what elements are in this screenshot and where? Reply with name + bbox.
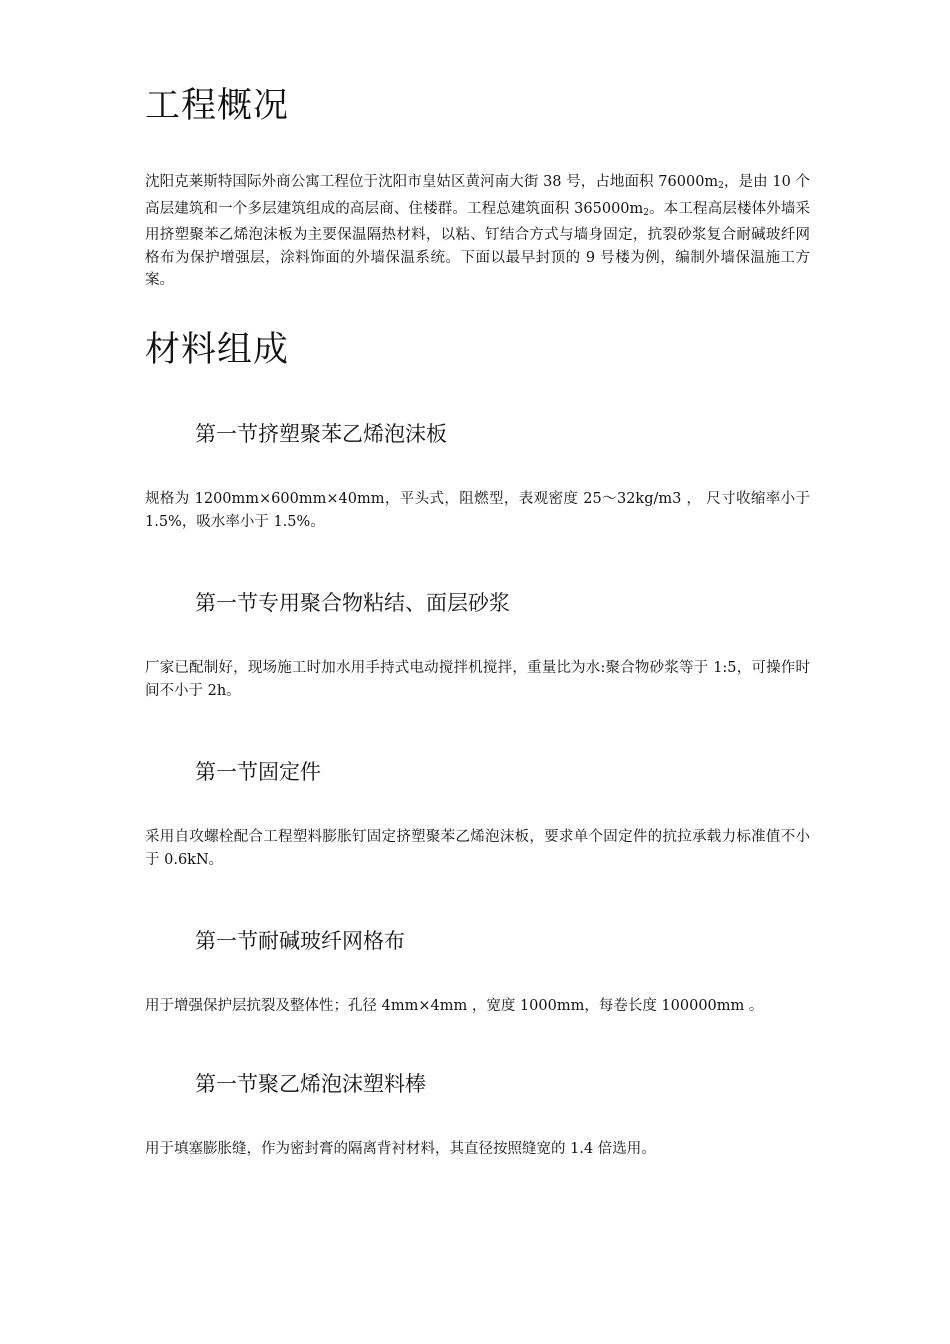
superscript-2: 2 [718, 181, 724, 191]
subsection-heading-xps-board: 第一节挤塑聚苯乙烯泡沫板 [195, 422, 447, 446]
overview-text-part: 沈阳克莱斯特国际外商公寓工程位于沈阳市皇姑区黄河南大街 38 号，占地面积 76000m [145, 174, 719, 190]
subsection-heading-mesh: 第一节耐碱玻纤网格布 [195, 929, 405, 953]
xps-board-paragraph: 规格为 1200mm×600mm×40mm，平头式，阻燃型，表观密度 25～32kg/m3 ， 尺寸收缩率小于 1.5%，吸水率小于 1.5%。 [145, 491, 810, 530]
foam-rod-paragraph: 用于填塞膨胀缝，作为密封膏的隔离背衬材料，其直径按照缝宽的 1.4 倍选用。 [145, 1141, 656, 1157]
mesh-paragraph: 用于增强保护层抗裂及整体性；孔径 4mm×4mm ，宽度 1000mm，每卷长度 100000mm 。 [145, 998, 764, 1014]
overview-text-part: 。本工程高层楼体外墙采用挤塑聚苯乙烯泡沫板为主要保温隔热材料，以粘、钉结合方式与墙身固定，抗裂砂浆复合耐碱玻纤网格布为保护增强层，涂料饰面的外墙保温系统。下面以最早封顶的 9 号楼为例，编制外墙保温施工方案。 [145, 200, 811, 288]
section-heading-overview: 工程概况 [145, 86, 290, 126]
subsection-heading-fasteners: 第一节固定件 [195, 760, 321, 784]
subsection-heading-mortar: 第一节专用聚合物粘结、面层砂浆 [195, 591, 510, 615]
fasteners-paragraph: 采用自攻螺栓配合工程塑料膨胀钉固定挤塑聚苯乙烯泡沫板，要求单个固定件的抗拉承载力标准值不小于 0.6kN。 [145, 829, 810, 868]
overview-paragraph [145, 171, 810, 292]
mortar-paragraph: 厂家已配制好，现场施工时加水用手持式电动搅拌机搅拌，重量比为水:聚合物砂浆等于 1:5，可操作时间不小于 2h。 [145, 660, 810, 699]
section-heading-materials: 材料组成 [145, 330, 290, 370]
overview-text-part: ，是由 10 个高层建筑和一个多层建筑组成的高层商、住楼群。工程总建筑面积 365000m [145, 174, 810, 217]
superscript-2: 2 [643, 207, 650, 218]
subsection-heading-foam-rod: 第一节聚乙烯泡沫塑料棒 [195, 1072, 426, 1096]
